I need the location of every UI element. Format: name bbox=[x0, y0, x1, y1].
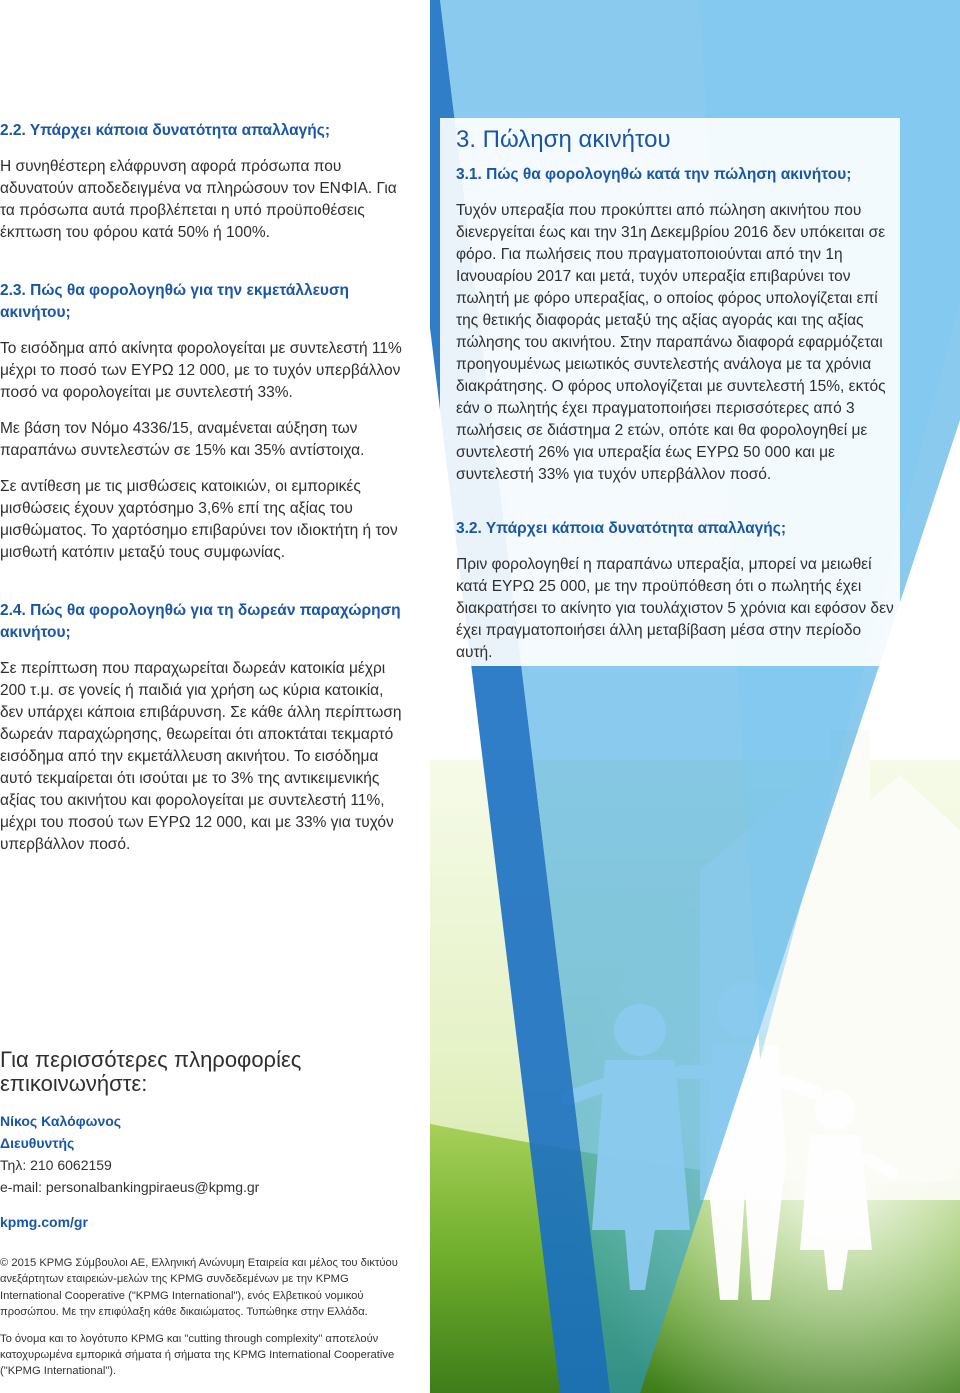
copyright-text: © 2015 KPMG Σύμβουλοι ΑΕ, Ελληνική Ανώνυμη Εταιρεία και μέλος του δικτύου ανεξάρτητων εταιρειών-μελών της KPMG συνδεδεμένων με την KPMG International Cooperative ("KPMG International"), ενός Ελβετικού νομικού προσώπου. Με την επιφύλαξη κάθε δικαιώματος. Τυπώθηκε στην Ελλάδα. bbox=[0, 1257, 398, 1319]
website-link[interactable]: kpmg.com/gr bbox=[0, 1214, 88, 1230]
section-2-2-text: Η συνηθέστερη ελάφρυνση αφορά πρόσωπα που αδυνατούν αποδεδειγμένα να πληρώσουν τον ΕΝΦΙΑ. Για τα πρόσωπα αυτά προβλέπεται η υπό προϋποθέσεις έκπτωση του φόρου κατά 50% ή 100%. bbox=[0, 158, 397, 241]
section-2-3-paragraph-1: Το εισόδημα από ακίνητα φορολογείται με συντελεστή 11% μέχρι το ποσό των ΕΥΡΩ 12 000, με το τυχόν υπερβάλλον ποσό να φορολογείται με συντελεστή 33%. bbox=[0, 340, 402, 401]
section-3-2-text: Πριν φορολογηθεί η παραπάνω υπεραξία, μπορεί να μειωθεί κατά ΕΥΡΩ 25 000, με την προϋπόθεση ότι ο πωλητής έχει διακρατήσει το ακίνητο για τουλάχιστον 5 χρόνια και εφόσον δεν έχει πραγματοποιήσει άλλη μεταβίβαση μέσα στην περίοδο αυτή. bbox=[456, 556, 894, 661]
section-3-1-title: 3.1. Πώς θα φορολογηθώ κατά την πώληση ακινήτου; bbox=[456, 166, 852, 183]
contact-block bbox=[0, 1048, 420, 1232]
section-2-4-title: 2.4. Πώς θα φορολογηθώ για τη δωρεάν παραχώρηση ακινήτου; bbox=[0, 602, 401, 641]
legal-notice bbox=[0, 1255, 400, 1380]
trademark-text: Το όνομα και το λογότυπο KPMG και "cutting through complexity" αποτελούν κατοχυρωμένα εμπορικά σήματα ή σήματα της KPMG International Cooperative ("KPMG International"). bbox=[0, 1332, 395, 1378]
left-column bbox=[0, 120, 410, 856]
section-3-title: 3. Πώληση ακινήτου bbox=[456, 126, 671, 153]
section-3-2-title: 3.2. Υπάρχει κάποια δυνατότητα απαλλαγής; bbox=[456, 520, 786, 537]
section-2-2-title: 2.2. Υπάρχει κάποια δυνατότητα απαλλαγής; bbox=[0, 122, 330, 139]
section-3-1-text: Τυχόν υπεραξία που προκύπτει από πώληση ακινήτου που διενεργείται έως και την 31η Δεκεμβρίου 2016 δεν υπόκειται σε φόρο. Για πωλήσεις που πραγματοποιούνται από την 1η Ιανουαρίου 2017 και μετά, τυχόν υπεραξία επιβαρύνει τον πωλητή με φόρο υπεραξίας, ο οποίος φόρος υπολογίζεται επί της θετικής διαφοράς μεταξύ της αξίας αγοράς και της αξίας πώλησης του ακινήτου. Στην παραπάνω διαφορά εφαρμόζεται προηγουμένως μειωτικός συντελεστής ανάλογα με τα χρόνια διακράτησης. Ο φόρος υπολογίζεται με συντελεστή 15%, εκτός εάν ο πωλητής έχει πραγματοποιήσει περισσότερες από 3 πωλήσεις σε διάστημα 2 ετών, οπότε και θα φορολογηθεί με συντελεστή 26% για υπεραξία έως ΕΥΡΩ 50 000 και με συντελεστή 33% για τυχόν υπερβάλλον ποσό. bbox=[456, 202, 886, 483]
contact-heading-line-1: Για περισσότερες πληροφορίες bbox=[0, 1047, 302, 1072]
section-2-3-title: 2.3. Πώς θα φορολογηθώ για την εκμετάλλευση ακινήτου; bbox=[0, 282, 350, 321]
contact-name: Νίκος Καλόφωνος bbox=[0, 1113, 122, 1129]
contact-email[interactable]: e-mail: personalbankingpiraeus@kpmg.gr bbox=[0, 1179, 260, 1195]
right-column bbox=[456, 126, 896, 664]
contact-heading-line-2: επικοινωνήστε: bbox=[0, 1071, 148, 1096]
section-2-4-text: Σε περίπτωση που παραχωρείται δωρεάν κατοικία μέχρι 200 τ.μ. σε γονείς ή παιδιά για χρήση ως κύρια κατοικία, δεν υπάρχει κάποια επιβάρυνση. Σε κάθε άλλη περίπτωση δωρεάν παραχώρησης, θεωρείται ότι αποκτάται τεκμαρτό εισόδημα από την εκμετάλλευση ακινήτου. Το εισόδημα αυτό τεκμαίρεται ότι ισούται με το 3% της αντικειμενικής αξίας του ακινήτου και φορολογείται με συντελεστή 11%, μέχρι του ποσού των ΕΥΡΩ 12 000, και με 33% για τυχόν υπερβάλλον ποσό. bbox=[0, 660, 402, 853]
section-2-3-paragraph-3: Σε αντίθεση με τις μισθώσεις κατοικιών, οι εμπορικές μισθώσεις έχουν χαρτόσημο 3,6% επί της αξίας του μισθώματος. Το χαρτόσημο επιβαρύνει τον ιδιοκτήτη ή τον μισθωτή κατόπιν μεταξύ τους συμφωνίας. bbox=[0, 478, 398, 561]
contact-phone: Τηλ: 210 6062159 bbox=[0, 1157, 112, 1173]
contact-role: Διευθυντής bbox=[0, 1135, 75, 1151]
section-2-3-paragraph-2: Με βάση τον Νόμο 4336/15, αναμένεται αύξηση των παραπάνω συντελεστών σε 15% και 35% αντίστοιχα. bbox=[0, 420, 365, 459]
